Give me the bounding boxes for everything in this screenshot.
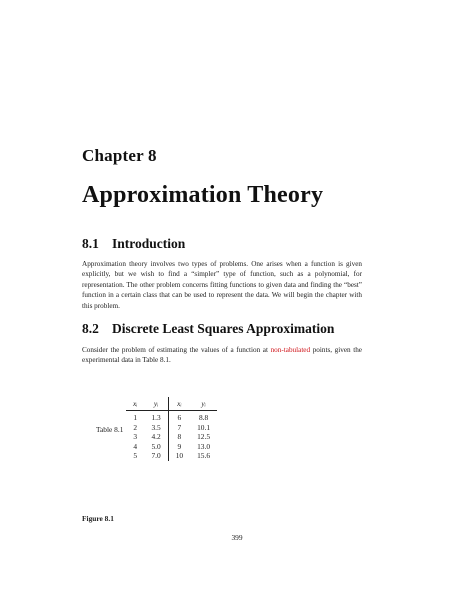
table-cell: 10: [175, 451, 184, 461]
table-row: [126, 451, 217, 461]
table-cell: 15.6: [197, 451, 211, 461]
non-tabulated-link[interactable]: non-tabulated: [270, 346, 311, 354]
table-header-row: [126, 397, 217, 411]
section-heading-introduction: [82, 236, 185, 252]
table-row: [126, 411, 217, 423]
least-squares-paragraph: [82, 345, 362, 366]
paragraph-text: points, given the experimental data in Table 8.1.: [82, 346, 362, 365]
table-cell: 7.0: [144, 451, 168, 461]
section-heading-least-squares: [82, 321, 334, 337]
table-header-cell: yᵢ: [144, 397, 168, 411]
table-cell: 1.3: [144, 411, 168, 423]
data-table: [126, 397, 217, 461]
table-cell: 10.1: [197, 422, 211, 432]
section-number: 8.1: [82, 236, 99, 251]
table-caption: Table 8.1: [96, 425, 124, 434]
table-cell: 6: [177, 413, 182, 422]
table-header-cell: yᵢ: [190, 397, 217, 411]
chapter-label: Chapter 8: [82, 146, 157, 165]
page-number: 399: [231, 533, 243, 542]
table-cell: 3: [133, 432, 138, 442]
table-cell: 2: [133, 422, 138, 432]
table-cell: 4.2: [144, 432, 168, 442]
table-row: [126, 442, 217, 452]
table-cell: 3.5: [144, 423, 168, 433]
table-cell: 5: [133, 451, 138, 461]
table-row: [126, 423, 217, 433]
table-row: [126, 432, 217, 442]
chapter-title: Approximation Theory: [82, 182, 324, 208]
section-number: 8.2: [82, 321, 99, 336]
table-cell: 9: [177, 441, 182, 451]
table-cell: 1: [133, 413, 138, 422]
table-cell: 8.8: [198, 413, 209, 422]
section-title: Discrete Least Squares Approximation: [112, 321, 335, 336]
introduction-paragraph: Approximation theory involves two types of problems. One arises when a function is given explicitly, but we wish to find a “simpler” type of function, such as a polynomial, for representation. The other problem concerns fitting functions to given data and finding the “best” function in a certain class that can be used to represent the data. We will begin the chapter with this problem.: [82, 260, 362, 310]
table-cell: 7: [177, 422, 182, 432]
table-cell: 12.5: [197, 432, 211, 442]
paragraph-text: Consider the problem of estimating the values of a function at: [82, 346, 271, 354]
table-cell: 4: [133, 441, 138, 451]
table-cell: 13.0: [197, 441, 211, 451]
section-title: Introduction: [112, 236, 186, 251]
table-header-cell: xᵢ: [168, 397, 190, 411]
table-header-cell: xᵢ: [126, 397, 144, 411]
table-cell: 5.0: [144, 442, 168, 452]
table-cell: 8: [177, 432, 182, 442]
figure-label: Figure 8.1: [82, 514, 114, 523]
